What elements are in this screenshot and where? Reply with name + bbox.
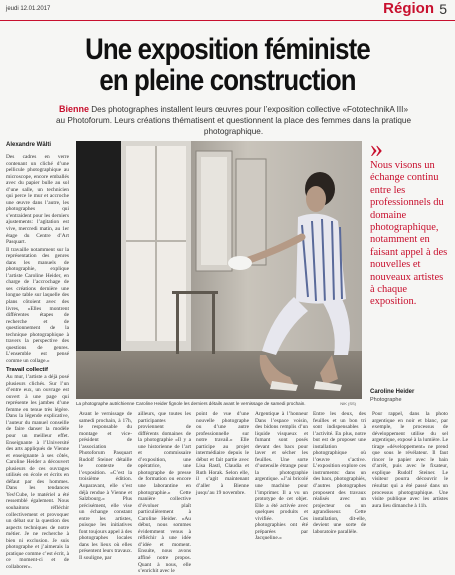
headline bbox=[32, 34, 423, 96]
intertitle: Travail collectif bbox=[6, 366, 48, 373]
lead-text: Des photographes installent leurs œuvres pour l’exposition collective «FototechnikA III» au Photoforum. Leurs créations thématisent et questionnent la place des femmes dans la pratique photographique. bbox=[56, 105, 412, 136]
photo-illustration bbox=[76, 141, 362, 399]
photo-caption: La photographe autrichienne Caroline Heider fignole les derniers détails avant le vernissage de samedi prochain. bbox=[76, 401, 306, 406]
headline-line-1: Une exposition féministe bbox=[85, 33, 370, 66]
bottom-column-3: point de vue d’une nouvelle photographe ou d’une autre professionnelle sur notre travail.» Elle participe au projet intermédiaire depuis le début et fait partie avec Lisa Rastl, Claudia et Ruth Horak. Selon elle, il s’agit maintenant d’aller à Bienne jusqu’au 19 novembre. bbox=[196, 411, 249, 496]
quote-role: Photographe bbox=[370, 397, 402, 403]
body-paragraph: Des cadres en verre contenant un cliché d’une pellicule photographique au microscope, encore emballés avec du papier bulle au sol d’une salle, un technicien qui perce le mur et accroche une œuvre dans l’autre, les photographes qui s’entraident pour les derniers ajustements: l’agitation est vive, mercredi matin, au 1er étage du Centre d’Art Pasquart. bbox=[6, 154, 69, 246]
header-rule bbox=[0, 20, 455, 21]
lead-paragraph bbox=[56, 104, 411, 137]
bottom-column-5: Entre les deux, des feuilles et un bon tri sont indispensables à l’activité. En plus, notre but est de proposer une installation photographique où l’œuvre s’active. L’exposition explore ces instruments: dans un des bacs, photographiés, d’autres photographes proposent des travaux réalisés avec un projecteur ou un agrandisseur. Cette installation, dit-elle, devient une sorte de laboratoire parallèle. bbox=[313, 411, 366, 535]
author-byline: Alexandre Wälti bbox=[6, 142, 52, 148]
bottom-column-1: Avant le vernissage de samedi prochain, à 17h, le responsable du montage et vice-président de l’association Photoforum Pasquart Rudolf Steiner détaille le contexte de l’exposition. «C’est la troisième édition. Auparavant, elle s’est déjà rendue à Vienne et Salzbourg.» Plus précisément, elle vise un échange constant entre les artistes, puisque les initiatives font toujours appel à des photographes locales dans les lieux où elles présentent leurs travaux. Il souligne, par bbox=[79, 411, 132, 562]
page-number: 5 bbox=[439, 1, 447, 17]
section-rubric: Région bbox=[383, 0, 434, 17]
photo-credit: NIK (SS) bbox=[340, 401, 356, 406]
headline-line-2: en pleine construction bbox=[99, 64, 356, 97]
bottom-column-4: Argentique à l’honneur Dans l’espace voisin, des bidons remplis d’un liquide visqueux et fumant sont posés devant des bacs pour laver et sécher les feuilles. Une sorte d’ustensile étrange pour la photographie argentique. «J’ai bricolé une machine pour l’imprimer. Il a vu un prototype de cet objet. Elle a été activée avec quelques produits et vivifiée. Ces photographies ont été préparées par Jacqueline.» bbox=[255, 411, 308, 542]
pull-quote: Nous visons un échange continu entre les professionnels du domaine photographique, notamment en faisant appel à des nouvelles et nouveaux artistes à chaque exposition. bbox=[370, 160, 448, 308]
issue-date: jeudi 12.01.2017 bbox=[6, 6, 51, 12]
quote-mark-icon: » bbox=[370, 134, 383, 163]
bottom-column-6: Pour rappel, dans la photo argentique en noir et blanc, par exemple, le processus de développement utilise du sel argentique, exposé à la lumière. Le tirage «développement» ne prend que sous le révélateur. Il faut rincer le papier avec le bain d’arrêt, puis avec le fixateur, explique Rudolf Steiner. Le visiteur pourra découvrir le résultat qui a été passé dans un processus photographique. Une visite publique avec les artistes aura lieu dimanche à 11h. bbox=[372, 411, 448, 509]
quote-author: Caroline Heider bbox=[370, 389, 415, 395]
article-photo bbox=[76, 141, 362, 399]
body-paragraph: Au mur, l’artiste a déjà posé plusieurs clichés. Sur l’un d’entre eux, un ouvrage est ouvert à une page qui représente les jambes d’une femme en tenue très légère. Dans la légende explicative, l’auteur du manuel conseille de faire danser la modèle pour un meilleur effet. Enseignante à l’Université des arts appliqués de Vienne et enseignante à ses côtés, Caroline Heider a découvert plusieurs de ces ouvrages utilisés en école et écrits en défaut par des hommes. Dans les tendances Yes!Cube, le matériel a été ressemblé également. Nous souhaitons réfléchir collectivement et provoquer un débat sur la question des aspects techniques de notre métier. Je ne recherche à bien ni exclusion. Je suis photographe et j’aimerais la pratique comme c’est écrit, à ce moment-ci et de collaborer». bbox=[6, 374, 69, 570]
bottom-column-2: ailleurs, que toutes les participantes proviennent de différents domaines de la photographie «Il y a une historienne de l’art et commissaire d’exposition, une opératrice, une photographe de presse de formation ou encore une laborantine en photographie.» Cette manière collective d’évoluer plaît particulièrement à Caroline Heider. «Au début, nous sommes évidemment venus à réfléchir à une idée d’idée et moment. Ensuite, nous avons affiné notre propos. Quant à nous, elle s’enrichit avec le bbox=[138, 411, 191, 575]
body-paragraph: Il travaille notamment sur la représentation des genres dans les manuels de photographie, explique l’artiste Caroline Heider, en charge de l’accrochage de ses créations dernière une longue table sur laquelle des plans côtoient avec des livres, «Elles montrent différentes étapes de recherche et de questionnement de la technique photographique à travers la perspective des questions de genres. L’ensemble est pensé comme un collage.» bbox=[6, 246, 69, 364]
lead-place: Bienne bbox=[58, 104, 89, 114]
body-column-1 bbox=[6, 154, 69, 570]
